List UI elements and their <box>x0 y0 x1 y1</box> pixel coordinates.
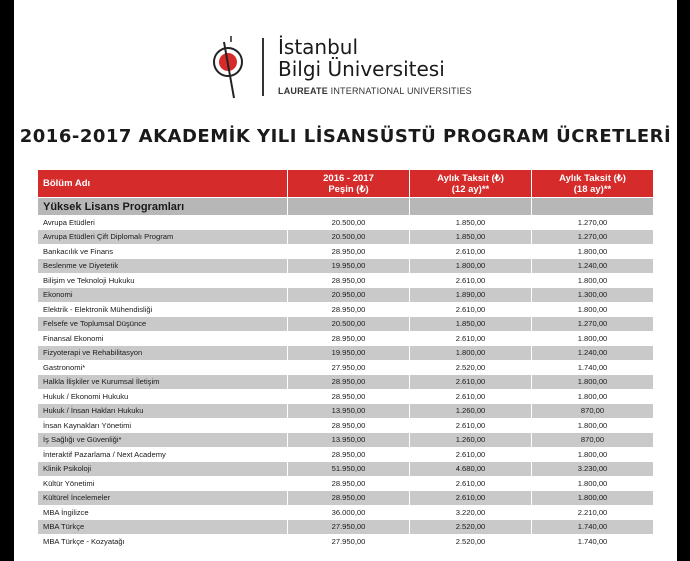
fee-cell: 2.610,00 <box>410 447 532 462</box>
fee-cell: 13.950,00 <box>288 404 410 419</box>
program-name-cell: MBA Türkçe <box>38 520 288 535</box>
fee-cell: 20.500,00 <box>288 317 410 332</box>
fee-cell: 1.800,00 <box>532 375 654 390</box>
fee-cell: 28.950,00 <box>288 302 410 317</box>
fee-cell: 1.260,00 <box>410 433 532 448</box>
program-name-cell: İş Sağlığı ve Güvenliği* <box>38 433 288 448</box>
table-row <box>38 389 654 404</box>
university-name-line2: Bilgi Üniversitesi <box>278 57 445 81</box>
fee-cell: 28.950,00 <box>288 418 410 433</box>
fee-cell: 2.610,00 <box>410 491 532 506</box>
fee-cell: 2.210,00 <box>532 505 654 520</box>
fee-cell: 1.850,00 <box>410 317 532 332</box>
fee-cell: 1.800,00 <box>410 259 532 274</box>
program-name-cell: Halkla İlişkiler ve Kurumsal İletişim <box>38 375 288 390</box>
fee-cell: 3.230,00 <box>532 462 654 477</box>
fee-cell: 1.800,00 <box>410 346 532 361</box>
bilgi-emblem-icon <box>204 32 254 102</box>
fee-cell: 27.950,00 <box>288 520 410 535</box>
program-name-cell: MBA İngilizce <box>38 505 288 520</box>
fee-cell: 1.240,00 <box>532 259 654 274</box>
fee-cell: 36.000,00 <box>288 505 410 520</box>
program-name-cell: Bankacılık ve Finans <box>38 244 288 259</box>
table-row <box>38 476 654 491</box>
fee-cell: 13.950,00 <box>288 433 410 448</box>
program-name-cell: Ekonomi <box>38 288 288 303</box>
fee-cell: 1.270,00 <box>532 317 654 332</box>
fee-cell: 870,00 <box>532 433 654 448</box>
fee-cell: 1.850,00 <box>410 230 532 245</box>
fee-cell: 1.740,00 <box>532 534 654 549</box>
table-row <box>38 230 654 245</box>
fee-table <box>37 169 654 549</box>
table-row <box>38 375 654 390</box>
table-row <box>38 259 654 274</box>
table-row <box>38 215 654 230</box>
table-body <box>38 198 654 549</box>
table-row <box>38 404 654 419</box>
table-row <box>38 317 654 332</box>
table-row <box>38 418 654 433</box>
program-name-cell: Gastronomi* <box>38 360 288 375</box>
table-row <box>38 244 654 259</box>
fee-cell: 1.740,00 <box>532 360 654 375</box>
program-name-cell: Bilişim ve Teknoloji Hukuku <box>38 273 288 288</box>
fee-cell: 2.520,00 <box>410 360 532 375</box>
university-logo <box>204 32 504 102</box>
fee-cell: 2.610,00 <box>410 375 532 390</box>
table-header-row <box>38 170 654 198</box>
column-header: Bölüm Adı <box>38 170 288 198</box>
program-name-cell: Klinik Psikoloji <box>38 462 288 477</box>
table-row <box>38 331 654 346</box>
fee-cell: 2.610,00 <box>410 476 532 491</box>
program-name-cell: Fizyoterapi ve Rehabilitasyon <box>38 346 288 361</box>
fee-cell: 1.850,00 <box>410 215 532 230</box>
fee-cell: 19.950,00 <box>288 346 410 361</box>
fee-cell: 1.300,00 <box>532 288 654 303</box>
fee-cell: 1.800,00 <box>532 476 654 491</box>
fee-cell: 2.610,00 <box>410 389 532 404</box>
logo-tagline <box>278 86 472 96</box>
fee-cell: 1.800,00 <box>532 447 654 462</box>
fee-cell: 28.950,00 <box>288 244 410 259</box>
university-name-line1: İstanbul <box>278 35 359 59</box>
fee-cell: 4.680,00 <box>410 462 532 477</box>
column-header: Aylık Taksit (₺) (12 ay)** <box>410 170 532 198</box>
fee-cell: 20.950,00 <box>288 288 410 303</box>
fee-cell: 1.240,00 <box>532 346 654 361</box>
program-name-cell: Felsefe ve Toplumsal Düşünce <box>38 317 288 332</box>
fee-cell: 28.950,00 <box>288 491 410 506</box>
fee-cell: 1.800,00 <box>532 244 654 259</box>
tagline-bold: LAUREATE <box>278 86 328 96</box>
table-row <box>38 520 654 535</box>
fee-cell: 870,00 <box>532 404 654 419</box>
fee-cell: 2.610,00 <box>410 331 532 346</box>
program-name-cell: Avrupa Etüdleri Çift Diplomalı Program <box>38 230 288 245</box>
fee-cell: 1.260,00 <box>410 404 532 419</box>
table-row <box>38 346 654 361</box>
fee-cell: 28.950,00 <box>288 447 410 462</box>
program-name-cell: Hukuk / İnsan Hakları Hukuku <box>38 404 288 419</box>
logo-divider <box>262 38 264 96</box>
program-name-cell: Elektrik - Elektronik Mühendisliği <box>38 302 288 317</box>
fee-cell: 28.950,00 <box>288 331 410 346</box>
table-row <box>38 505 654 520</box>
fee-cell: 1.270,00 <box>532 215 654 230</box>
table-row <box>38 534 654 549</box>
program-name-cell: Hukuk / Ekonomi Hukuku <box>38 389 288 404</box>
tagline-rest: INTERNATIONAL UNIVERSITIES <box>327 86 472 96</box>
document-page <box>14 0 677 561</box>
program-name-cell: MBA Türkçe - Kozyatağı <box>38 534 288 549</box>
fee-cell: 2.610,00 <box>410 273 532 288</box>
table-row <box>38 491 654 506</box>
fee-cell: 2.610,00 <box>410 418 532 433</box>
fee-cell: 27.950,00 <box>288 534 410 549</box>
fee-cell: 1.800,00 <box>532 273 654 288</box>
fee-cell: 51.950,00 <box>288 462 410 477</box>
program-name-cell: İnteraktif Pazarlama / Next Academy <box>38 447 288 462</box>
column-header: Aylık Taksit (₺) (18 ay)** <box>532 170 654 198</box>
table-row <box>38 462 654 477</box>
program-name-cell: İnsan Kaynakları Yönetimi <box>38 418 288 433</box>
table-row <box>38 360 654 375</box>
fee-cell: 19.950,00 <box>288 259 410 274</box>
table-row <box>38 273 654 288</box>
program-name-cell: Finansal Ekonomi <box>38 331 288 346</box>
program-name-cell: Kültürel İncelemeler <box>38 491 288 506</box>
program-name-cell: Avrupa Etüdleri <box>38 215 288 230</box>
fee-cell: 28.950,00 <box>288 273 410 288</box>
fee-cell: 2.520,00 <box>410 534 532 549</box>
document-title: 2016-2017 AKADEMİK YILI LİSANSÜSTÜ PROGRAM ÜCRETLERİ <box>19 126 672 147</box>
table-row <box>38 447 654 462</box>
fee-cell: 1.800,00 <box>532 418 654 433</box>
fee-cell: 2.520,00 <box>410 520 532 535</box>
fee-cell: 27.950,00 <box>288 360 410 375</box>
section-row <box>38 198 654 216</box>
fee-cell: 28.950,00 <box>288 389 410 404</box>
fee-cell: 28.950,00 <box>288 476 410 491</box>
fee-cell: 1.800,00 <box>532 331 654 346</box>
table-row <box>38 288 654 303</box>
fee-cell: 20.500,00 <box>288 215 410 230</box>
fee-cell: 2.610,00 <box>410 244 532 259</box>
program-name-cell: Kültür Yönetimi <box>38 476 288 491</box>
fee-cell: 20.500,00 <box>288 230 410 245</box>
fee-cell: 1.740,00 <box>532 520 654 535</box>
table-row <box>38 302 654 317</box>
fee-cell: 3.220,00 <box>410 505 532 520</box>
fee-cell: 1.800,00 <box>532 389 654 404</box>
fee-cell: 28.950,00 <box>288 375 410 390</box>
program-name-cell: Beslenme ve Diyetetik <box>38 259 288 274</box>
column-header: 2016 - 2017 Peşin (₺) <box>288 170 410 198</box>
fee-cell: 2.610,00 <box>410 302 532 317</box>
fee-cell: 1.800,00 <box>532 491 654 506</box>
fee-cell: 1.890,00 <box>410 288 532 303</box>
fee-cell: 1.270,00 <box>532 230 654 245</box>
section-title: Yüksek Lisans Programları <box>38 198 288 216</box>
table-row <box>38 433 654 448</box>
fee-cell: 1.800,00 <box>532 302 654 317</box>
